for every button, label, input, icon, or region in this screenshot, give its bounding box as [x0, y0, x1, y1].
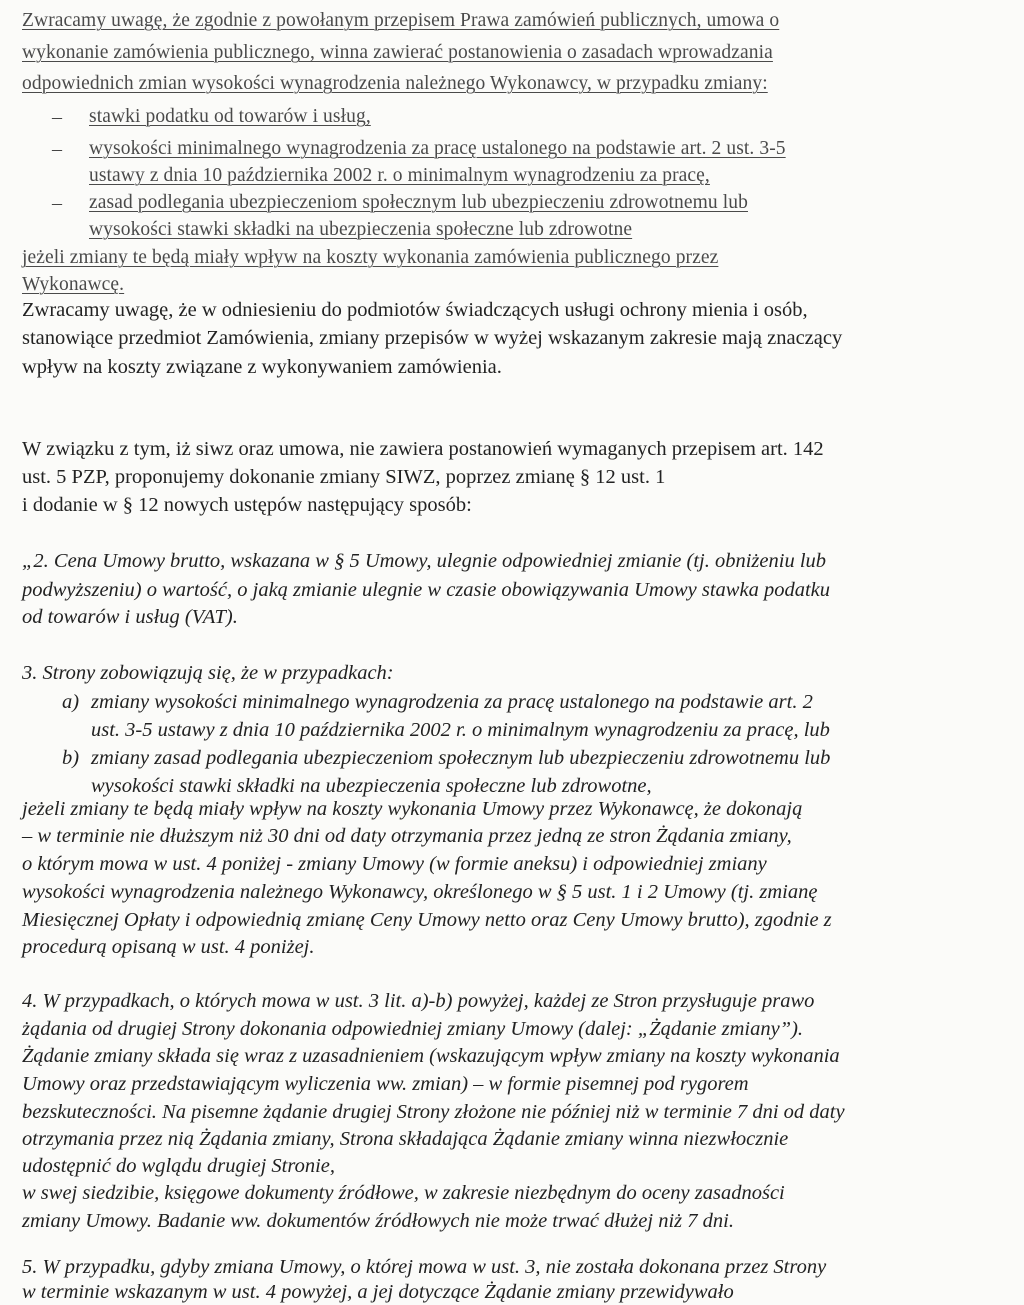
clause-line: w terminie wskazanym w ust. 4 powyżej, a jej dotyczące Żądanie zmiany przewidywało: [22, 1281, 734, 1303]
clause-line: procedurą opisaną w ust. 4 poniżej.: [22, 936, 315, 958]
clause-line: – w terminie nie dłuższym niż 30 dni od daty otrzymania przez jedną ze stron Żądania zmiany,: [22, 825, 792, 847]
list-dash-marker: –: [52, 138, 62, 160]
text-line: stanowiące przedmiot Zamówienia, zmiany przepisów w wyżej wskazanym zakresie mają znaczący: [22, 327, 843, 349]
list-letter-marker: a): [62, 691, 80, 713]
clause-line: Żądanie zmiany składa się wraz z uzasadnieniem (wskazującym wpływ zmiany na koszty wykonania: [22, 1045, 840, 1067]
clause-list-item: zmiany zasad podlegania ubezpieczeniom społecznym lub ubezpieczeniu zdrowotnemu lub: [91, 747, 831, 769]
quoted-list-item: wysokości stawki składki na ubezpieczenia społeczne lub zdrowotne: [89, 219, 633, 240]
clause-line: zmiany Umowy. Badanie ww. dokumentów źródłowych nie może trwać dłużej niż 7 dni.: [22, 1210, 734, 1232]
list-letter-marker: b): [62, 747, 80, 769]
clause-list-item: ust. 3-5 ustawy z dnia 10 października 2002 r. o minimalnym wynagrodzeniu za pracę, lub: [91, 719, 830, 741]
clause-line: o którym mowa w ust. 4 poniżej - zmiany Umowy (w formie aneksu) i odpowiedniej zmiany: [22, 853, 767, 875]
clause-line: w swej siedzibie, księgowe dokumenty źródłowe, w zakresie niezbędnym do oceny zasadności: [22, 1182, 785, 1204]
quoted-line: wykonanie zamówienia publicznego, winna zawierać postanowienia o zasadach wprowadzania: [22, 42, 773, 63]
clause-line: od towarów i usług (VAT).: [22, 606, 238, 628]
clause-line: udostępnić do wglądu drugiej Stronie,: [22, 1155, 335, 1177]
clause-line: jeżeli zmiany te będą miały wpływ na koszty wykonania Umowy przez Wykonawcę, że dokonają: [22, 798, 803, 820]
clause-list-item: zmiany wysokości minimalnego wynagrodzenia za pracę ustalonego na podstawie art. 2: [91, 691, 813, 713]
clause-line: Umowy oraz przedstawiającym wyliczenia ww. zmian) – w formie pisemnej pod rygorem: [22, 1073, 749, 1095]
clause-line: żądania od drugiej Strony dokonania odpowiedniej zmiany Umowy (dalej: „Żądanie zmiany”).: [22, 1018, 804, 1040]
clause-line: Miesięcznej Opłaty i odpowiednią zmianę Ceny Umowy netto oraz Ceny Umowy brutto), zgodnie z: [22, 909, 832, 931]
quoted-line: jeżeli zmiany te będą miały wpływ na koszty wykonania zamówienia publicznego przez: [22, 247, 719, 268]
clause-line: podwyższeniu) o wartość, o jaką zmianie ulegnie w czasie obowiązywania Umowy stawka podatku: [22, 579, 830, 601]
quoted-list-item: zasad podlegania ubezpieczeniom społecznym lub ubezpieczeniu zdrowotnemu lub: [89, 192, 748, 213]
text-line: i dodanie w § 12 nowych ustępów następujący sposób:: [22, 494, 472, 516]
list-dash-marker: –: [52, 192, 62, 214]
clause-intro: 3. Strony zobowiązują się, że w przypadkach:: [22, 662, 394, 684]
list-dash-marker: –: [52, 106, 62, 128]
quoted-list-item: stawki podatku od towarów i usług,: [89, 106, 371, 127]
text-line: W związku z tym, iż siwz oraz umowa, nie zawiera postanowień wymaganych przepisem art. 142: [22, 438, 824, 460]
text-line: ust. 5 PZP, proponujemy dokonanie zmiany SIWZ, poprzez zmianę § 12 ust. 1: [22, 466, 666, 488]
clause-line: wysokości wynagrodzenia należnego Wykonawcy, określonego w § 5 ust. 1 i 2 Umowy (tj. zmianę: [22, 881, 818, 903]
text-line: wpływ na koszty związane z wykonywaniem zamówienia.: [22, 356, 502, 378]
clause-line: 5. W przypadku, gdyby zmiana Umowy, o której mowa w ust. 3, nie została dokonana przez Strony: [22, 1256, 827, 1278]
clause-line: bezskuteczności. Na pisemne żądanie drugiej Strony złożone nie później niż w terminie 7 dni od daty: [22, 1101, 845, 1123]
quoted-list-item: wysokości minimalnego wynagrodzenia za pracę ustalonego na podstawie art. 2 ust. 3-5: [89, 138, 786, 159]
quoted-line: odpowiednich zmian wysokości wynagrodzenia należnego Wykonawcy, w przypadku zmiany:: [22, 73, 768, 94]
quoted-list-item: ustawy z dnia 10 października 2002 r. o minimalnym wynagrodzeniu za pracę,: [89, 165, 710, 186]
clause-line: 4. W przypadkach, o których mowa w ust. 3 lit. a)-b) powyżej, każdej ze Stron przysługuje prawo: [22, 990, 815, 1012]
text-line: Zwracamy uwagę, że w odniesieniu do podmiotów świadczących usługi ochrony mienia i osób,: [22, 299, 808, 321]
quoted-line: Zwracamy uwagę, że zgodnie z powołanym przepisem Prawa zamówień publicznych, umowa o: [22, 10, 780, 31]
clause-line: otrzymania przez nią Żądania zmiany, Strona składająca Żądanie zmiany winna niezwłocznie: [22, 1128, 789, 1150]
quoted-line: Wykonawcę.: [22, 274, 125, 295]
clause-list-item: wysokości stawki składki na ubezpieczenia społeczne lub zdrowotne,: [91, 775, 652, 797]
clause-line: „2. Cena Umowy brutto, wskazana w § 5 Umowy, ulegnie odpowiedniej zmianie (tj. obniżeniu lub: [22, 550, 827, 572]
